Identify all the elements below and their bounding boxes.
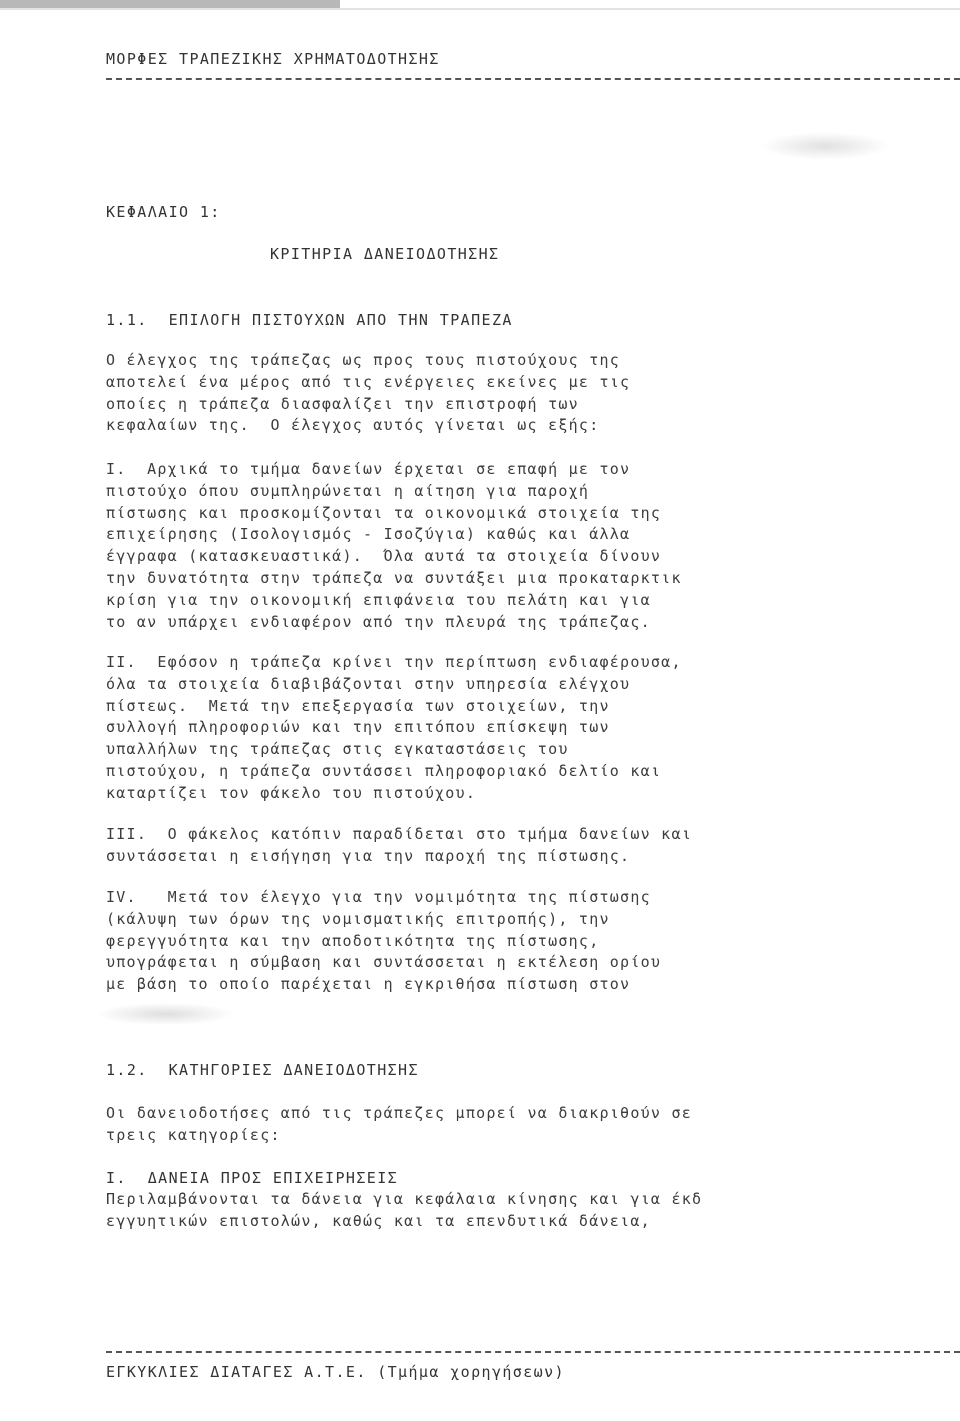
- step-1-paragraph: [106, 459, 906, 633]
- step-3-paragraph: [106, 824, 906, 868]
- step-1-line: την δυνατότητα στην τράπεζα να συντάξει μια προκαταρκτικ: [106, 568, 682, 587]
- step-2-line: συλλογή πληροφοριών και την επιτόπου επίσκεψη των: [106, 718, 610, 737]
- step-4-line: (κάλυψη των όρων της νομισματικής επιτροπής), την: [106, 909, 610, 928]
- step-4-paragraph: [106, 887, 906, 996]
- step-4-line: IV. Μετά τον έλεγχο για την νομιμότητα της πίστωσης: [106, 888, 651, 906]
- step-4-line: υπογράφεται η σύμβαση και συντάσσεται η εκτέλεση ορίου: [106, 953, 662, 972]
- scan-smudge: [760, 132, 890, 160]
- section-1-1-intro: [106, 350, 906, 437]
- category-1-heading: I. ΔΑΝΕΙΑ ΠΡΟΣ ΕΠΙΧΕΙΡΗΣΕΙΣ: [106, 1169, 399, 1187]
- intro-line: κεφαλαίων της. Ο έλεγχος αυτός γίνεται ως εξής:: [106, 416, 600, 435]
- step-1-line: επιχείρησης (Ισολογισμός - Ισοζύγια) καθώς και άλλα: [106, 525, 631, 544]
- footer-divider: [106, 1351, 960, 1353]
- scan-edge-bar: [0, 0, 340, 8]
- chapter-title: ΚΡΙΤΗΡΙΑ ΔΑΝΕΙΟΔΟΤΗΣΗΣ: [270, 245, 500, 263]
- step-2-line: υπαλλήλων της τράπεζας στις εγκαταστάσεις του: [106, 740, 569, 759]
- step-1-line: έγγραφα (κατασκευαστικά). Όλα αυτά τα στοιχεία δίνουν: [106, 547, 662, 566]
- scan-blur: [98, 1003, 233, 1025]
- category-1-line: Περιλαμβάνονται τα δάνεια για κεφάλαια κίνησης και για έκδ: [106, 1190, 703, 1208]
- step-2-line: πιστούχου, η τράπεζα συντάσσει πληροφοριακό δελτίο και: [106, 761, 662, 780]
- page-footer-text: ΕΓΚΥΚΛΙΕΣ ΔΙΑΤΑΓΕΣ Α.Τ.Ε. (Τμήμα χορηγήσεων): [106, 1363, 565, 1381]
- step-2-line: II. Εφόσον η τράπεζα κρίνει την περίπτωση ενδιαφέρουσα,: [106, 653, 682, 671]
- intro-line: Ο έλεγχος της τράπεζας ως προς τους πιστούχους της: [106, 351, 621, 369]
- step-2-paragraph: [106, 652, 906, 805]
- step-2-line: όλα τα στοιχεία διαβιβάζονται στην υπηρεσία ελέγχου: [106, 674, 631, 693]
- step-3-line: συντάσσεται η εισήγηση για την παροχή της πίστωσης.: [106, 846, 631, 865]
- step-2-line: καταρτίζει τον φάκελο του πιστούχου.: [106, 783, 477, 802]
- step-4-line: φερεγγυότητα και την αποδοτικότητα της πίστωσης,: [106, 931, 600, 950]
- section-1-2-heading: 1.2. ΚΑΤΗΓΟΡΙΕΣ ΔΑΝΕΙΟΔΟΤΗΣΗΣ: [106, 1061, 419, 1079]
- step-1-line: πίστωσης και προσκομίζονται τα οικονομικά στοιχεία της: [106, 503, 662, 522]
- step-1-line: κρίση για την οικονομική επιφάνεια του πελάτη και για: [106, 590, 651, 609]
- step-1-line: το αν υπάρχει ενδιαφέρον από την πλευρά της τράπεζας.: [106, 612, 651, 631]
- step-1-line: πιστούχο όπου συμπληρώνεται η αίτηση για παροχή: [106, 481, 590, 500]
- section-1-1-heading: 1.1. ΕΠΙΛΟΓΗ ΠΙΣΤΟΥΧΩΝ ΑΠΟ ΤΗΝ ΤΡΑΠΕΖΑ: [106, 311, 513, 329]
- page-header-title: ΜΟΡΦΕΣ ΤΡΑΠΕΖΙΚΗΣ ΧΡΗΜΑΤΟΔΟΤΗΣΗΣ: [106, 50, 440, 68]
- category-1-paragraph: [106, 1189, 906, 1233]
- chapter-label: ΚΕΦΑΛΑΙΟ 1:: [106, 203, 221, 221]
- scan-edge-line: [0, 8, 960, 10]
- category-1-line: εγγυητικών επιστολών, καθώς και τα επενδυτικά δάνεια,: [106, 1211, 651, 1230]
- intro-line: τρεις κατηγορίες:: [106, 1125, 281, 1144]
- step-1-line: I. Αρχικά το τμήμα δανείων έρχεται σε επαφή με τον: [106, 460, 631, 478]
- intro-line: αποτελεί ένα μέρος από τις ενέργειες εκείνες με τις: [106, 372, 631, 391]
- step-4-line: με βάση το οποίο παρέχεται η εγκριθήσα πίστωση στον: [106, 975, 631, 994]
- intro-line: οποίες η τράπεζα διασφαλίζει την επιστροφή των: [106, 394, 579, 413]
- header-divider: [106, 78, 960, 80]
- step-2-line: πίστεως. Μετά την επεξεργασία των στοιχείων, την: [106, 696, 610, 715]
- intro-line: Οι δανειοδοτήσες από τις τράπεζες μπορεί να διακριθούν σε: [106, 1104, 693, 1122]
- step-3-line: III. Ο φάκελος κατόπιν παραδίδεται στο τμήμα δανείων και: [106, 825, 693, 843]
- section-1-2-intro: [106, 1103, 906, 1147]
